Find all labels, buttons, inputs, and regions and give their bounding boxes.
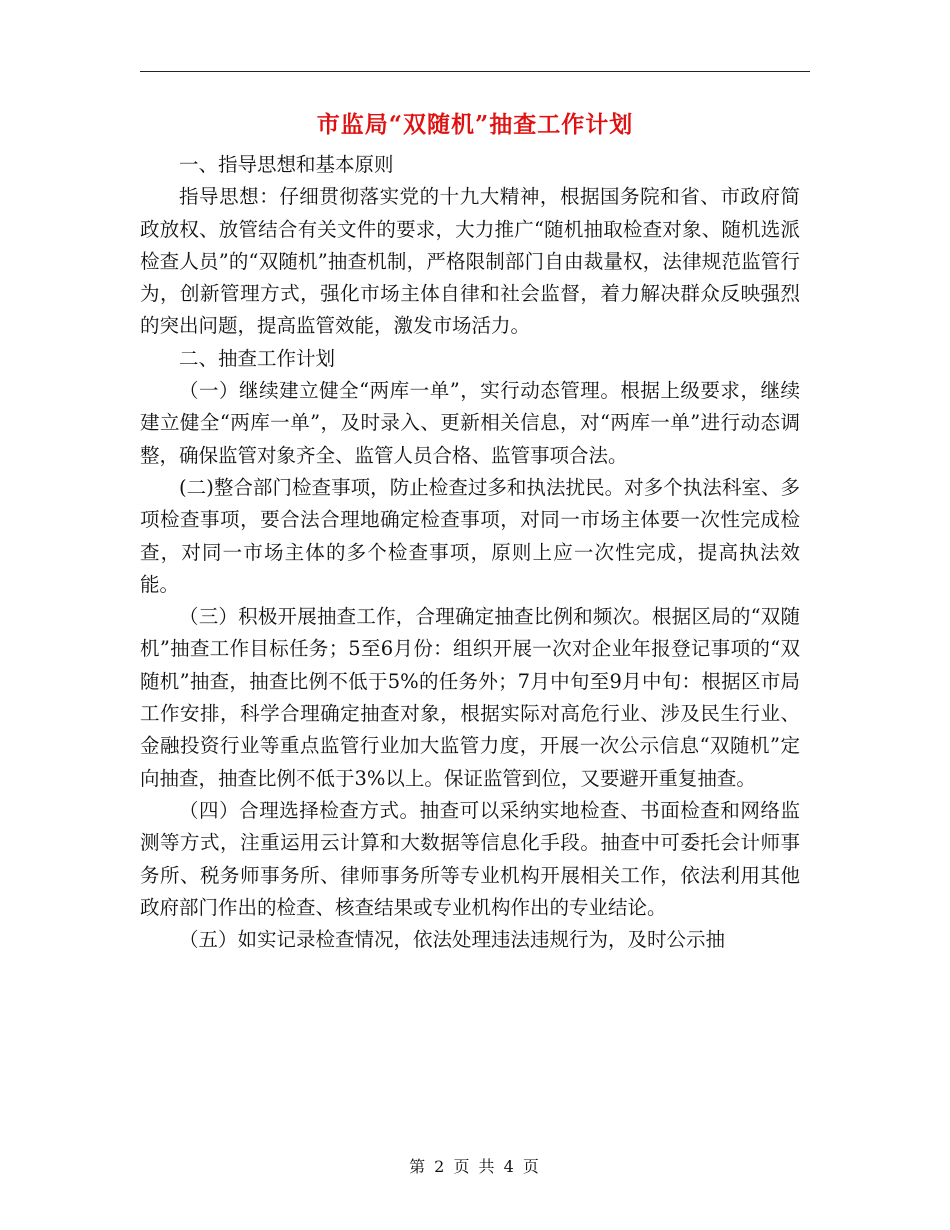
- page-number-footer: 第 2 页 共 4 页: [409, 1157, 541, 1176]
- section-heading-1: 一、指导思想和基本原则: [179, 153, 394, 176]
- header-rule: [140, 71, 810, 72]
- document-body: [140, 149, 800, 956]
- paragraph-item-4: （四）合理选择检查方式。抽查可以采纳实地检查、书面检查和网络监测等方式，注重运用云计算和大数据等信息化手段。抽查中可委托会计师事务所、税务师事务所、律师事务所等专业机构开展相关工作，依法利用其他政府部门作出的检查、核查结果或专业机构作出的专业结论。: [140, 798, 800, 919]
- paragraph-item-1: （一）继续建立健全“两库一单”，实行动态管理。根据上级要求，继续建立健全“两库一单”，及时录入、更新相关信息，对“两库一单”进行动态调整，确保监管对象齐全、监管人员合格、监管事项合法。: [140, 379, 800, 467]
- paragraph-guiding-thought: 指导思想：仔细贯彻落实党的十九大精神，根据国务院和省、市政府简政放权、放管结合有关文件的要求，大力推广“随机抽取检查对象、随机选派检查人员”的“双随机”抽查机制，严格限制部门自由裁量权，法律规范监管行为，创新管理方式，强化市场主体自律和社会监督，着力解决群众反映强烈的突出问题，提高监管效能，激发市场活力。: [140, 185, 800, 338]
- document-title: 市监局“双随机”抽查工作计划: [316, 111, 634, 138]
- section-heading-2: 二、抽查工作计划: [179, 346, 336, 370]
- paragraph-item-2: (二)整合部门检查事项，防止检查过多和执法扰民。对多个执法科室、多项检查事项，要合法合理地确定检查事项，对同一市场主体要一次性完成检查，对同一市场主体的多个检查事项，原则上应一次性完成，提高执法效能。: [140, 475, 800, 596]
- paragraph-item-5: （五）如实记录检查情况，依法处理违法违规行为，及时公示抽: [179, 928, 726, 952]
- paragraph-item-3: （三）积极开展抽查工作，合理确定抽查比例和频次。根据区局的“双随机”抽查工作目标任务；5至6月份：组织开展一次对企业年报登记事项的“双随机”抽查，抽查比例不低于5%的任务外；7月中旬至9月中旬：根据区市局工作安排，科学合理确定抽查对象，根据实际对高危行业、涉及民生行业、金融投资行业等重点监管行业加大监管力度，开展一次公示信息“双随机”定向抽查，抽查比例不低于3%以上。保证监管到位，又要避开重复抽查。: [140, 605, 800, 790]
